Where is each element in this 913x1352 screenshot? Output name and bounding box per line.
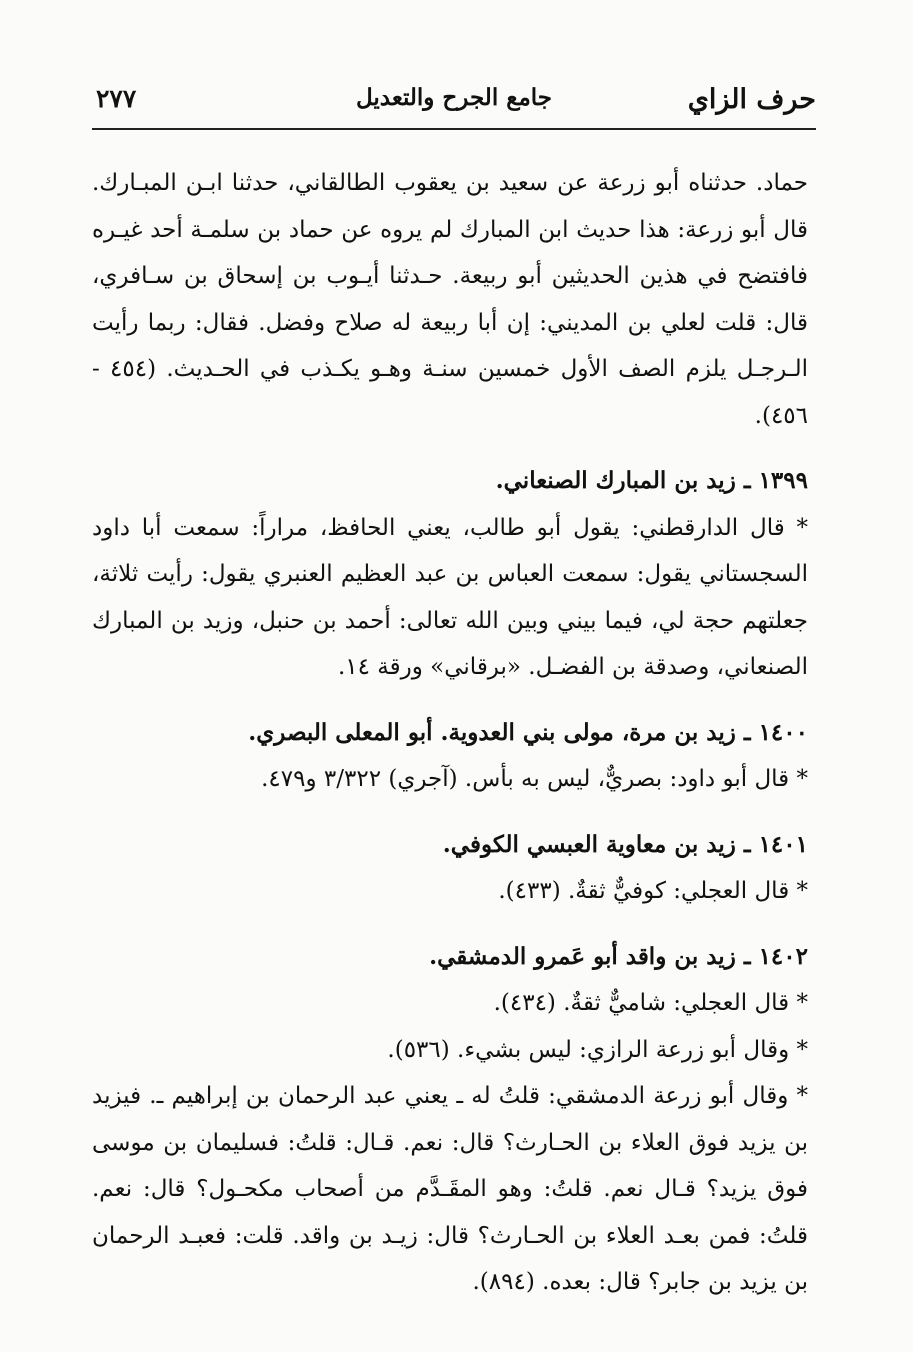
header-rule: [92, 128, 816, 130]
page-header: [92, 80, 816, 120]
entry-1400-title: ١٤٠٠ ـ زيد بن مرة، مولى بني العدوية. أبو المعلى البصري.: [248, 718, 808, 746]
entry-1399-title: ١٣٩٩ ـ زيد بن المبارك الصنعاني.: [495, 467, 808, 494]
book-title: جامع الجرح والتعديل: [355, 84, 553, 111]
entry-1401-title: ١٤٠١ ـ زيد بن معاوية العبسي الكوفي.: [442, 830, 808, 858]
entry-1402-note-3: * وقال أبو زرعة الدمشقي: قلتُ له ـ يعني عبد الرحمان بن إبراهيم ـ. فيزيد بن يزيد فوق العلاء بن الحـارث؟ قال: نعم. قـال: قلتُ: فسليمان بن موسى فوق يزيد؟ قـال نعم. قلتُ: وهو المقَـدَّم من أصحاب مكحـول؟ قال: نعم. قلتُ: فمن بعـد العلاء بن الحـارث؟ قال: زيـد بن واقد. قلت: فعبـد الرحمان بن يزيد بن جابر؟ قال: بعده. (٨٩٤).: [92, 1083, 808, 1295]
chapter-title: حرف الزاي: [687, 84, 816, 115]
entry-1401-note-1: * قال العجلي: كوفيٌّ ثقةٌ. (٤٣٣).: [498, 878, 808, 904]
entry-1402-note-2: * وقال أبو زرعة الرازي: ليس بشيء. (٥٣٦).: [387, 1036, 808, 1063]
intro-paragraph: حماد. حدثناه أبو زرعة عن سعيد بن يعقوب الطالقاني، حدثنا ابـن المبـارك. قال أبو زرعة: هذا حديث ابن المبارك لم يروه عن حماد بن سلمـة أحد غيـره فافتضح في هذين الحديثين أبو ربيعة. حـدثنا أيـوب بن إسحاق بن سـافري، قال: قلت لعلي بن المديني: إن أبا ربيعة له صلاح وفضل. فقال: ربما رأيت الـرجـل يلزم الصف الأول خمسين سنـة وهـو يكـذب في الحـديث. (٤٥٤ - ٤٥٦).: [92, 170, 808, 429]
page-number: ٢٧٧: [96, 84, 137, 113]
entry-1402-title: ١٤٠٢ ـ زيد بن واقد أبو عَمرو الدمشقي.: [429, 942, 808, 970]
entry-1400-note-1: * قال أبو داود: بصريٌّ، ليس به بأس. (آجري) ٣/٣٢٢ و٤٧٩.: [261, 766, 808, 792]
entry-1399-note-1: * قال الدارقطني: يقول أبو طالب، يعني الحافظ، مراراً: سمعت أبا داود السجستاني يقول: سمعت العباس بن عبد العظيم العنبري يقول: رأيت ثلاثة، جعلتهم حجة لي، فيما بيني وبين الله تعالى: أحمد بن حنبل، وزيد بن المبارك الصنعاني، وصدقة بن الفضـل. «برقاني» ورقة ١٤.: [92, 514, 808, 680]
page-body: [92, 160, 808, 1306]
entry-1402-note-1: * قال العجلي: شاميٌّ ثقةٌ. (٤٣٤).: [493, 990, 808, 1016]
